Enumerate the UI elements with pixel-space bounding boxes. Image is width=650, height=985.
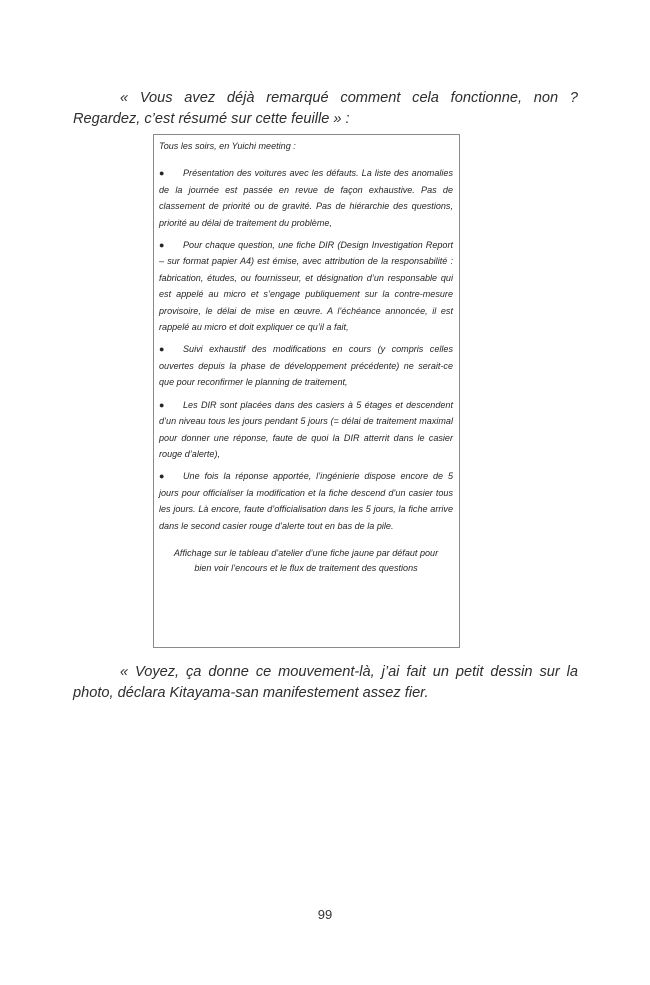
- closing-paragraph: « Voyez, ça donne ce mouvement-là, j’ai fait un petit dessin sur la photo, déclara Kitayama-san manifestement assez fier.: [73, 664, 578, 701]
- page-number: 99: [317, 907, 333, 922]
- summary-sheet-item: [159, 341, 453, 390]
- bullet-icon: ●: [159, 344, 165, 355]
- intro-paragraph: « Vous avez déjà remarqué comment cela fonctionne, non ? Regardez, c’est résumé sur cette feuille » :: [73, 90, 578, 127]
- summary-sheet-item-text: Présentation des voitures avec les défauts. La liste des anomalies de la journée est passée en revue de façon exhaustive. Pas de classement de priorité ou de gravité. Pas de hiérarchie des questions, priorité au délai de traitement du problème,: [159, 168, 453, 228]
- summary-sheet-box: [153, 134, 460, 648]
- summary-sheet-item: [159, 237, 453, 335]
- bullet-icon: ●: [159, 168, 165, 179]
- summary-sheet-item: [159, 468, 453, 534]
- summary-sheet-item-text: Pour chaque question, une fiche DIR (Design Investigation Report – sur format papier A4) est émise, avec attribution de la responsabilité : fabrication, études, ou fournisseur, et désignation d’un responsable qui est appelé au micro et s’engage publiquement sur la contre-mesure provisoire, le délai de mise en œuvre. A l’échéance annoncée, il est rappelé au micro et doit expliquer ce qu’il a fait,: [159, 240, 453, 333]
- bullet-icon: ●: [159, 240, 165, 251]
- summary-sheet-item-text: Une fois la réponse apportée, l’ingénierie dispose encore de 5 jours pour officialiser la modification et la fiche descend d’un casier tous les jours. Là encore, faute d’officialisation dans les 5 jours, la fiche arrive dans le second casier rouge d’alerte tout en bas de la pile.: [159, 471, 453, 531]
- summary-sheet-heading: Tous les soirs, en Yuichi meeting :: [159, 141, 296, 151]
- summary-sheet-item: [159, 165, 453, 231]
- bullet-icon: ●: [159, 471, 165, 482]
- summary-sheet-item: [159, 397, 453, 463]
- summary-sheet-caption: Affichage sur le tableau d’atelier d’une fiche jaune par défaut pour bien voir l’encours et le flux de traitement des questions: [173, 547, 439, 574]
- summary-sheet-item-text: Suivi exhaustif des modifications en cours (y compris celles ouvertes depuis la phase de développement précédente) ne serait-ce que pour reconfirmer le planning de traitement,: [159, 344, 453, 388]
- bullet-icon: ●: [159, 399, 165, 410]
- summary-sheet-item-text: Les DIR sont placées dans des casiers à 5 étages et descendent d’un niveau tous les jours pendant 5 jours (= délai de traitement maximal pour donner une réponse, faute de quoi la DIR atterrit dans le casier rouge d’alerte),: [159, 399, 453, 459]
